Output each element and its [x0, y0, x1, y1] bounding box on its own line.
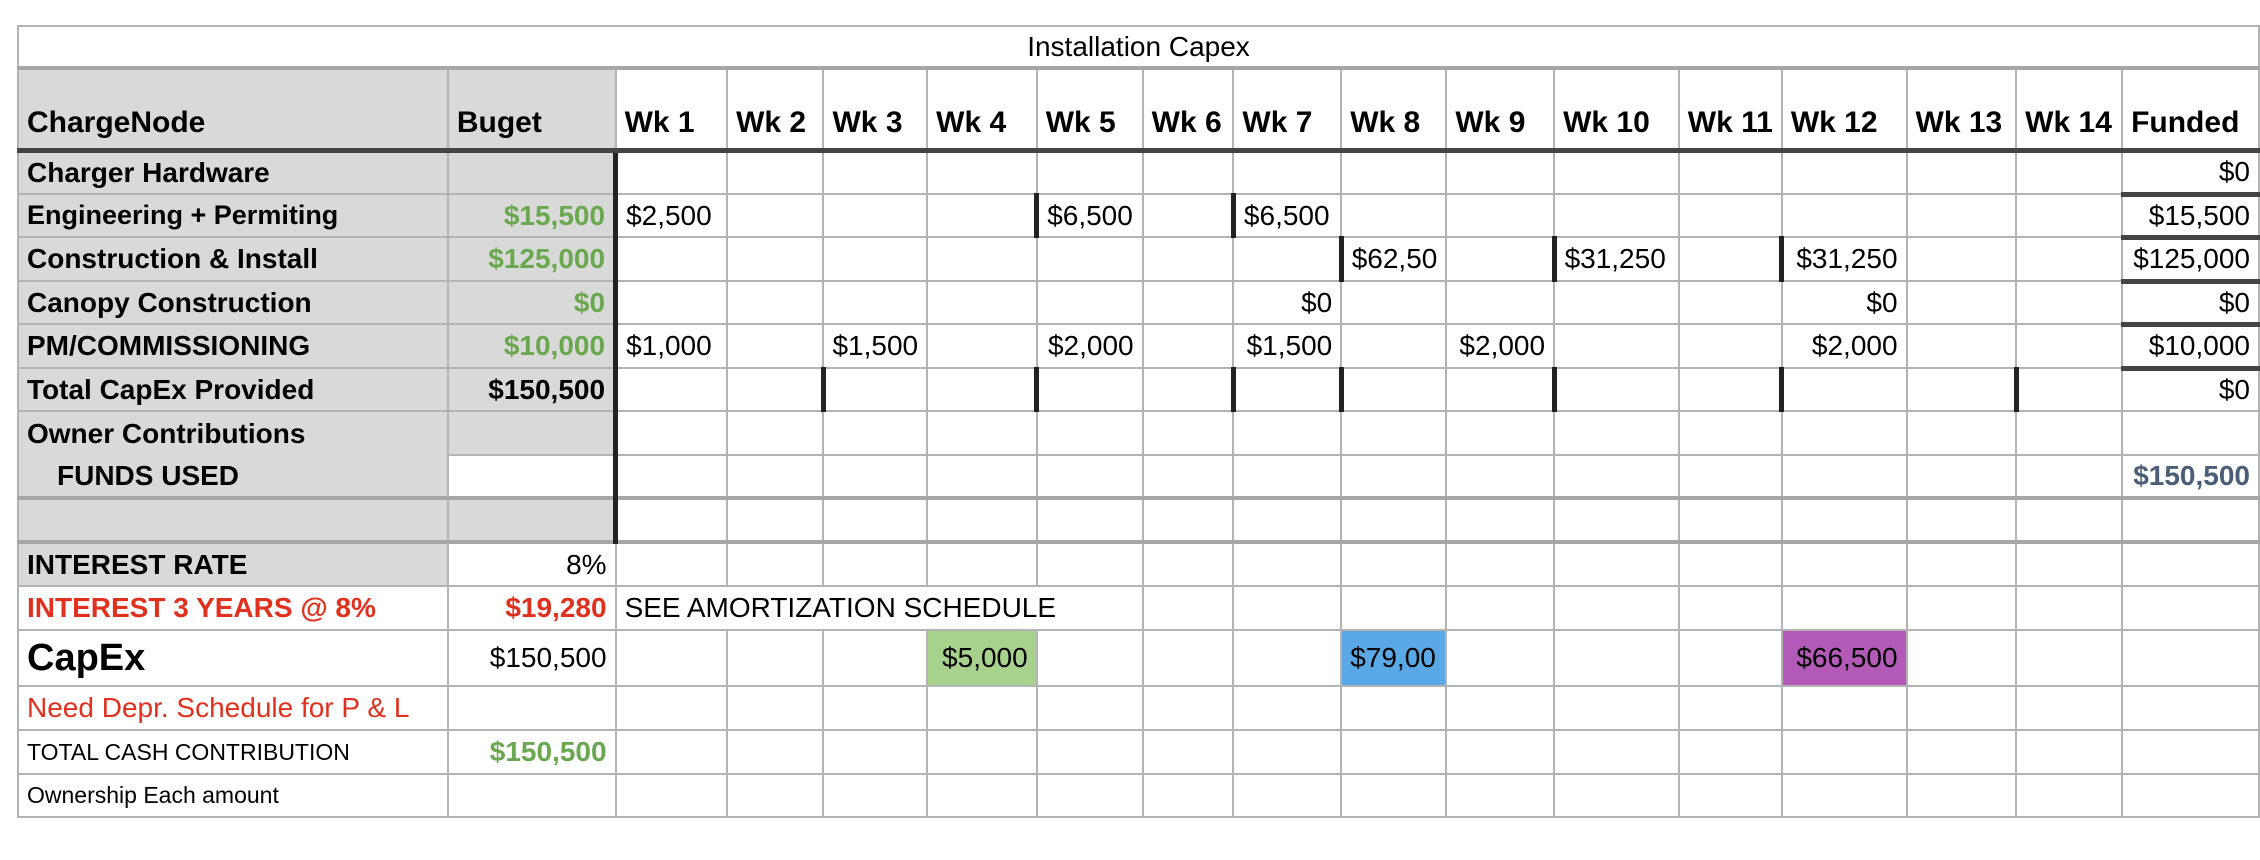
cell[interactable]	[1554, 774, 1679, 817]
cell[interactable]	[1679, 150, 1782, 194]
cell[interactable]	[1233, 411, 1341, 455]
cell[interactable]	[1679, 542, 1782, 586]
cell[interactable]	[1907, 194, 2017, 237]
cell[interactable]	[727, 150, 823, 194]
cell[interactable]	[823, 237, 927, 281]
cell[interactable]	[1907, 630, 2017, 686]
cell[interactable]	[1143, 237, 1234, 281]
cell[interactable]	[927, 368, 1037, 411]
cell-wk1[interactable]: $1,000	[616, 324, 728, 368]
cell[interactable]	[1037, 455, 1143, 498]
cell[interactable]	[2016, 630, 2122, 686]
cell[interactable]	[1037, 368, 1143, 411]
cell[interactable]	[616, 498, 728, 542]
cell[interactable]	[727, 455, 823, 498]
cell[interactable]	[1782, 686, 1907, 730]
cell-label[interactable]: FUNDS USED	[18, 455, 448, 498]
cell[interactable]	[616, 411, 728, 455]
cell[interactable]	[1037, 237, 1143, 281]
cell-budget[interactable]: $15,500	[448, 194, 616, 237]
cell[interactable]	[1679, 194, 1782, 237]
cell[interactable]	[1782, 586, 1907, 630]
cell-wk12[interactable]: $66,500	[1782, 630, 1907, 686]
cell[interactable]	[2016, 498, 2122, 542]
header-wk5[interactable]: Wk 5	[1037, 68, 1143, 150]
cell[interactable]	[823, 498, 927, 542]
cell[interactable]	[1341, 368, 1446, 411]
cell[interactable]	[616, 630, 728, 686]
cell-funded[interactable]: $125,000	[2122, 237, 2259, 281]
cell[interactable]	[727, 542, 823, 586]
cell[interactable]	[1907, 586, 2017, 630]
cell[interactable]	[1554, 586, 1679, 630]
header-wk3[interactable]: Wk 3	[823, 68, 927, 150]
cell[interactable]	[1233, 368, 1341, 411]
header-wk4[interactable]: Wk 4	[927, 68, 1037, 150]
cell[interactable]	[1341, 150, 1446, 194]
cell[interactable]	[1446, 411, 1554, 455]
row-total-capex	[18, 368, 2259, 411]
cell-budget[interactable]	[448, 455, 616, 498]
header-funded[interactable]: Funded	[2122, 68, 2259, 150]
capex-spreadsheet	[17, 25, 2260, 818]
cell[interactable]	[1143, 498, 1234, 542]
cell[interactable]	[1143, 368, 1234, 411]
cell[interactable]	[1554, 686, 1679, 730]
cell[interactable]	[823, 630, 927, 686]
cell[interactable]	[616, 542, 728, 586]
cell[interactable]	[1446, 630, 1554, 686]
cell[interactable]	[823, 368, 927, 411]
cell[interactable]	[1446, 542, 1554, 586]
cell-wk9[interactable]: $2,000	[1446, 324, 1554, 368]
cell-value[interactable]: $150,500	[448, 730, 616, 774]
header-wk2[interactable]: Wk 2	[727, 68, 823, 150]
cell[interactable]	[1341, 194, 1446, 237]
cell[interactable]	[1446, 194, 1554, 237]
cell[interactable]	[1554, 498, 1679, 542]
cell[interactable]	[1037, 630, 1143, 686]
cell[interactable]	[823, 730, 927, 774]
header-wk1[interactable]: Wk 1	[616, 68, 728, 150]
cell[interactable]	[1446, 281, 1554, 324]
cell[interactable]	[727, 411, 823, 455]
cell[interactable]	[1907, 411, 2017, 455]
cell[interactable]	[1341, 498, 1446, 542]
cell[interactable]	[1679, 586, 1782, 630]
cell[interactable]	[616, 455, 728, 498]
cell[interactable]	[616, 686, 728, 730]
cell-label[interactable]: INTEREST 3 YEARS @ 8%	[18, 586, 448, 630]
cell[interactable]	[1143, 455, 1234, 498]
cell[interactable]	[727, 630, 823, 686]
cell-value[interactable]: $19,280	[448, 586, 616, 630]
cell[interactable]	[1907, 730, 2017, 774]
cell[interactable]	[1446, 150, 1554, 194]
cell[interactable]	[1233, 686, 1341, 730]
row-canopy	[18, 281, 2259, 324]
row-owner-contributions	[18, 411, 2259, 455]
cell[interactable]	[1554, 194, 1679, 237]
cell-funded[interactable]: $0	[2122, 368, 2259, 411]
cell-label[interactable]: INTEREST RATE	[18, 542, 448, 586]
cell[interactable]	[823, 194, 927, 237]
cell[interactable]	[1554, 455, 1679, 498]
header-wk7[interactable]: Wk 7	[1233, 68, 1341, 150]
cell[interactable]	[823, 542, 927, 586]
cell[interactable]	[616, 150, 728, 194]
cell-wk12[interactable]: $0	[1782, 281, 1907, 324]
cell-value[interactable]: $150,500	[448, 630, 616, 686]
cell-budget[interactable]	[448, 150, 616, 194]
row-capex	[18, 630, 2259, 686]
cell[interactable]	[1679, 455, 1782, 498]
cell[interactable]	[1782, 150, 1907, 194]
cell[interactable]	[1679, 730, 1782, 774]
cell[interactable]	[1446, 774, 1554, 817]
cell[interactable]	[2122, 686, 2259, 730]
cell-wk8[interactable]: $62,50	[1341, 237, 1446, 281]
cell[interactable]	[1907, 368, 2017, 411]
cell-wk5[interactable]: $6,500	[1037, 194, 1143, 237]
cell[interactable]	[1554, 281, 1679, 324]
cell-label[interactable]: Canopy Construction	[18, 281, 448, 324]
cell[interactable]	[727, 281, 823, 324]
cell[interactable]	[1782, 455, 1907, 498]
cell[interactable]	[1446, 586, 1554, 630]
cell[interactable]	[2016, 368, 2122, 411]
cell[interactable]	[1143, 630, 1234, 686]
cell-wk12[interactable]: $31,250	[1782, 237, 1907, 281]
cell[interactable]	[2016, 730, 2122, 774]
cell[interactable]	[1446, 368, 1554, 411]
cell[interactable]	[1679, 368, 1782, 411]
cell-funded[interactable]: $0	[2122, 150, 2259, 194]
header-wk12[interactable]: Wk 12	[1782, 68, 1907, 150]
cell[interactable]	[1143, 686, 1234, 730]
header-wk10[interactable]: Wk 10	[1554, 68, 1679, 150]
cell[interactable]	[2016, 542, 2122, 586]
cell[interactable]	[616, 281, 728, 324]
cell[interactable]	[927, 498, 1037, 542]
header-wk14[interactable]: Wk 14	[2016, 68, 2122, 150]
cell[interactable]	[927, 774, 1037, 817]
cell[interactable]	[1233, 774, 1341, 817]
row-funds-used	[18, 455, 2259, 498]
cell[interactable]	[1233, 542, 1341, 586]
cell[interactable]	[2016, 281, 2122, 324]
cell[interactable]	[1341, 586, 1446, 630]
cell[interactable]	[448, 686, 616, 730]
cell[interactable]	[2122, 730, 2259, 774]
cell[interactable]	[1233, 455, 1341, 498]
cell[interactable]	[1037, 730, 1143, 774]
cell[interactable]	[2016, 324, 2122, 368]
cell[interactable]	[1907, 498, 2017, 542]
cell-label[interactable]: PM/COMMISSIONING	[18, 324, 448, 368]
header-wk9[interactable]: Wk 9	[1446, 68, 1554, 150]
cell[interactable]	[2016, 237, 2122, 281]
cell[interactable]	[1143, 150, 1234, 194]
cell[interactable]	[1233, 237, 1341, 281]
cell[interactable]	[1233, 630, 1341, 686]
row-charger-hardware	[18, 150, 2259, 194]
cell-wk4[interactable]: $5,000	[927, 630, 1037, 686]
cell[interactable]	[727, 498, 823, 542]
cell[interactable]	[1782, 774, 1907, 817]
cell-label[interactable]: Construction & Install	[18, 237, 448, 281]
row-engineering	[18, 194, 2259, 237]
cell[interactable]	[1554, 730, 1679, 774]
cell[interactable]	[1446, 498, 1554, 542]
cell[interactable]	[1233, 730, 1341, 774]
cell[interactable]	[927, 411, 1037, 455]
cell[interactable]	[1233, 586, 1341, 630]
cell-wk1[interactable]: $2,500	[616, 194, 728, 237]
cell[interactable]	[1907, 150, 2017, 194]
cell[interactable]	[927, 194, 1037, 237]
cell[interactable]	[1341, 455, 1446, 498]
cell-budget[interactable]	[448, 411, 616, 455]
cell[interactable]	[1143, 194, 1234, 237]
cell[interactable]	[1679, 411, 1782, 455]
cell[interactable]	[1446, 730, 1554, 774]
cell-value[interactable]: 8%	[448, 542, 616, 586]
cell[interactable]	[727, 368, 823, 411]
cell[interactable]	[727, 774, 823, 817]
header-chargenode[interactable]: ChargeNode	[18, 68, 448, 150]
cell[interactable]	[1341, 774, 1446, 817]
header-wk11[interactable]: Wk 11	[1679, 68, 1782, 150]
row-depreciation	[18, 686, 2259, 730]
cell[interactable]	[1679, 774, 1782, 817]
cell-label[interactable]: Charger Hardware	[18, 150, 448, 194]
cell[interactable]	[2016, 774, 2122, 817]
cell-budget[interactable]: $10,000	[448, 324, 616, 368]
cell[interactable]	[927, 281, 1037, 324]
cell[interactable]	[616, 730, 728, 774]
cell[interactable]	[1037, 411, 1143, 455]
cell[interactable]	[1143, 730, 1234, 774]
cell[interactable]	[1143, 586, 1234, 630]
cell-wk5[interactable]: $2,000	[1037, 324, 1143, 368]
cell[interactable]	[927, 455, 1037, 498]
cell-budget[interactable]: $0	[448, 281, 616, 324]
cell-wk7[interactable]: $0	[1233, 281, 1341, 324]
row-construction	[18, 237, 2259, 281]
cell[interactable]	[1907, 455, 2017, 498]
cell[interactable]	[727, 730, 823, 774]
cell[interactable]	[1679, 281, 1782, 324]
cell[interactable]	[1782, 730, 1907, 774]
cell[interactable]	[727, 686, 823, 730]
cell[interactable]	[1679, 237, 1782, 281]
cell[interactable]	[616, 774, 728, 817]
cell-funded[interactable]: $15,500	[2122, 194, 2259, 237]
cell[interactable]	[823, 455, 927, 498]
cell[interactable]	[1679, 324, 1782, 368]
cell-budget[interactable]: $125,000	[448, 237, 616, 281]
cell[interactable]	[1037, 281, 1143, 324]
cell[interactable]	[1037, 774, 1143, 817]
cell[interactable]	[927, 542, 1037, 586]
cell[interactable]	[1341, 281, 1446, 324]
cell-wk3[interactable]: $1,500	[823, 324, 927, 368]
cell[interactable]	[1341, 730, 1446, 774]
cell-wk8[interactable]: $79,00	[1341, 630, 1446, 686]
cell[interactable]	[1037, 686, 1143, 730]
cell-label[interactable]: TOTAL CASH CONTRIBUTION	[18, 730, 448, 774]
cell-wk7[interactable]: $6,500	[1233, 194, 1341, 237]
cell[interactable]	[1143, 774, 1234, 817]
cell[interactable]	[1341, 411, 1446, 455]
cell[interactable]	[2122, 630, 2259, 686]
header-row	[18, 68, 2259, 150]
row-ownership	[18, 774, 2259, 817]
cell-label[interactable]: Need Depr. Schedule for P & L	[18, 686, 448, 730]
cell[interactable]	[1037, 498, 1143, 542]
cell[interactable]	[1233, 498, 1341, 542]
row-total-cash	[18, 730, 2259, 774]
row-interest-3yr	[18, 586, 2259, 630]
cell[interactable]	[1446, 237, 1554, 281]
amortization-note[interactable]: SEE AMORTIZATION SCHEDULE	[616, 586, 1143, 630]
cell[interactable]	[2016, 455, 2122, 498]
cell-funded[interactable]: $10,000	[2122, 324, 2259, 368]
cell[interactable]	[616, 368, 728, 411]
cell[interactable]	[1143, 281, 1234, 324]
cell[interactable]	[1341, 686, 1446, 730]
cell[interactable]	[1143, 411, 1234, 455]
cell-label[interactable]: Owner Contributions	[18, 411, 448, 455]
cell[interactable]	[1907, 542, 2017, 586]
cell[interactable]	[927, 150, 1037, 194]
cell-budget[interactable]	[448, 498, 616, 542]
cell[interactable]	[823, 150, 927, 194]
cell[interactable]	[1907, 686, 2017, 730]
cell-wk12[interactable]: $2,000	[1782, 324, 1907, 368]
cell-label[interactable]	[18, 498, 448, 542]
cell[interactable]	[1037, 542, 1143, 586]
cell-label[interactable]: CapEx	[18, 630, 448, 686]
cell[interactable]	[927, 237, 1037, 281]
cell[interactable]	[1782, 194, 1907, 237]
cell[interactable]	[1907, 237, 2017, 281]
cell[interactable]	[1446, 455, 1554, 498]
cell[interactable]	[2122, 774, 2259, 817]
cell-label[interactable]: Engineering + Permiting	[18, 194, 448, 237]
row-interest-rate	[18, 542, 2259, 586]
header-wk8[interactable]: Wk 8	[1341, 68, 1446, 150]
cell[interactable]	[1782, 368, 1907, 411]
cell[interactable]	[1782, 411, 1907, 455]
cell[interactable]	[2016, 150, 2122, 194]
cell[interactable]	[2016, 411, 2122, 455]
header-wk13[interactable]: Wk 13	[1907, 68, 2017, 150]
cell[interactable]	[1782, 542, 1907, 586]
header-budget[interactable]: Buget	[448, 68, 616, 150]
cell[interactable]	[2016, 686, 2122, 730]
cell[interactable]	[1143, 324, 1234, 368]
cell[interactable]	[727, 194, 823, 237]
cell[interactable]	[1554, 411, 1679, 455]
cell[interactable]	[823, 686, 927, 730]
cell[interactable]	[1233, 150, 1341, 194]
sheet-title[interactable]: Installation Capex	[18, 26, 2259, 68]
row-pm-commissioning	[18, 324, 2259, 368]
cell[interactable]	[1554, 368, 1679, 411]
cell-wk7[interactable]: $1,500	[1233, 324, 1341, 368]
cell[interactable]	[823, 281, 927, 324]
cell-wk10[interactable]: $31,250	[1554, 237, 1679, 281]
cell[interactable]	[1907, 774, 2017, 817]
cell[interactable]	[1446, 686, 1554, 730]
row-blank	[18, 498, 2259, 542]
cell[interactable]	[448, 774, 616, 817]
cell[interactable]	[1679, 498, 1782, 542]
cell-label[interactable]: Total CapEx Provided	[18, 368, 448, 411]
cell[interactable]	[1907, 281, 2017, 324]
cell-funded[interactable]: $150,500	[2122, 455, 2259, 498]
cell[interactable]	[1554, 630, 1679, 686]
cell[interactable]	[927, 686, 1037, 730]
cell-funded[interactable]	[2122, 411, 2259, 455]
cell[interactable]	[1679, 686, 1782, 730]
cell[interactable]	[1143, 542, 1234, 586]
cell-funded[interactable]: $0	[2122, 281, 2259, 324]
cell[interactable]	[1341, 542, 1446, 586]
cell-budget[interactable]: $150,500	[448, 368, 616, 411]
header-wk6[interactable]: Wk 6	[1143, 68, 1234, 150]
cell[interactable]	[1037, 150, 1143, 194]
cell[interactable]	[616, 237, 728, 281]
cell[interactable]	[823, 411, 927, 455]
cell[interactable]	[2122, 542, 2259, 586]
cell[interactable]	[2122, 586, 2259, 630]
cell[interactable]	[2016, 194, 2122, 237]
cell[interactable]	[1341, 324, 1446, 368]
cell[interactable]	[727, 324, 823, 368]
cell[interactable]	[2016, 586, 2122, 630]
cell[interactable]	[727, 237, 823, 281]
cell[interactable]	[1679, 630, 1782, 686]
cell[interactable]	[1554, 324, 1679, 368]
cell[interactable]	[1782, 498, 1907, 542]
cell[interactable]	[2122, 498, 2259, 542]
cell[interactable]	[927, 730, 1037, 774]
cell[interactable]	[1907, 324, 2017, 368]
cell[interactable]	[1554, 542, 1679, 586]
cell[interactable]	[927, 324, 1037, 368]
cell[interactable]	[823, 774, 927, 817]
cell[interactable]	[1554, 150, 1679, 194]
cell-label[interactable]: Ownership Each amount	[18, 774, 448, 817]
